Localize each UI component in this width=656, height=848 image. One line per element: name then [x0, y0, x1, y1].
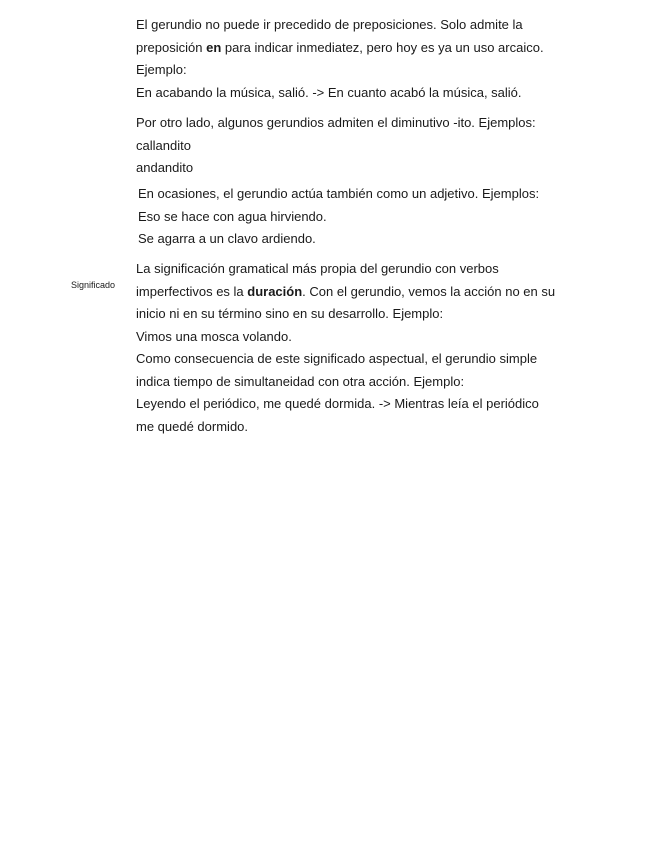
text-line: Leyendo el periódico, me quedé dormida. -> Mientras leía el periódico [136, 396, 539, 411]
text-line: Ejemplo: [136, 62, 187, 77]
paragraph-diminutivo [136, 112, 648, 180]
text-line: Se agarra a un clavo ardiendo. [138, 231, 316, 246]
text-line: El gerundio no puede ir precedido de preposiciones. Solo admite la [136, 17, 523, 32]
text-line: inicio ni en su término sino en su desarrollo. Ejemplo: [136, 306, 444, 321]
paragraph-adjetivo [138, 183, 650, 251]
text-run: imperfectivos es la [136, 283, 248, 299]
text-line: En ocasiones, el gerundio actúa también como un adjetivo. Ejemplos: [138, 186, 540, 201]
text-line: Por otro lado, algunos gerundios admiten el diminutivo -ito. Ejemplos: [136, 115, 536, 130]
text-line: La significación gramatical más propia del gerundio con verbos [136, 261, 499, 276]
text-line: andandito [136, 160, 194, 175]
text-line: callandito [136, 137, 191, 153]
bold-term: duración [247, 283, 303, 299]
text-line [136, 281, 648, 304]
paragraph-preposiciones [136, 14, 648, 104]
text-line [136, 37, 648, 60]
text-run: . Con el gerundio, vemos la acción no en su [302, 283, 556, 299]
text-line: Como consecuencia de este significado aspectual, el gerundio simple [136, 351, 538, 366]
text-line: indica tiempo de simultaneidad con otra acción. Ejemplo: [136, 373, 465, 389]
text-run: preposición [136, 39, 207, 55]
text-line: me quedé dormido. [136, 418, 249, 434]
text-run: para indicar inmediatez, pero hoy es ya un uso arcaico. [221, 39, 544, 55]
bold-term: en [206, 39, 222, 55]
text-line: En acabando la música, salió. -> En cuanto acabó la música, salió. [136, 84, 522, 100]
text-line: Eso se hace con agua hirviendo. [138, 208, 327, 224]
paragraph-significado [136, 258, 648, 438]
text-line: Vimos una mosca volando. [136, 328, 292, 344]
margin-label-significado: Significado [71, 280, 116, 290]
